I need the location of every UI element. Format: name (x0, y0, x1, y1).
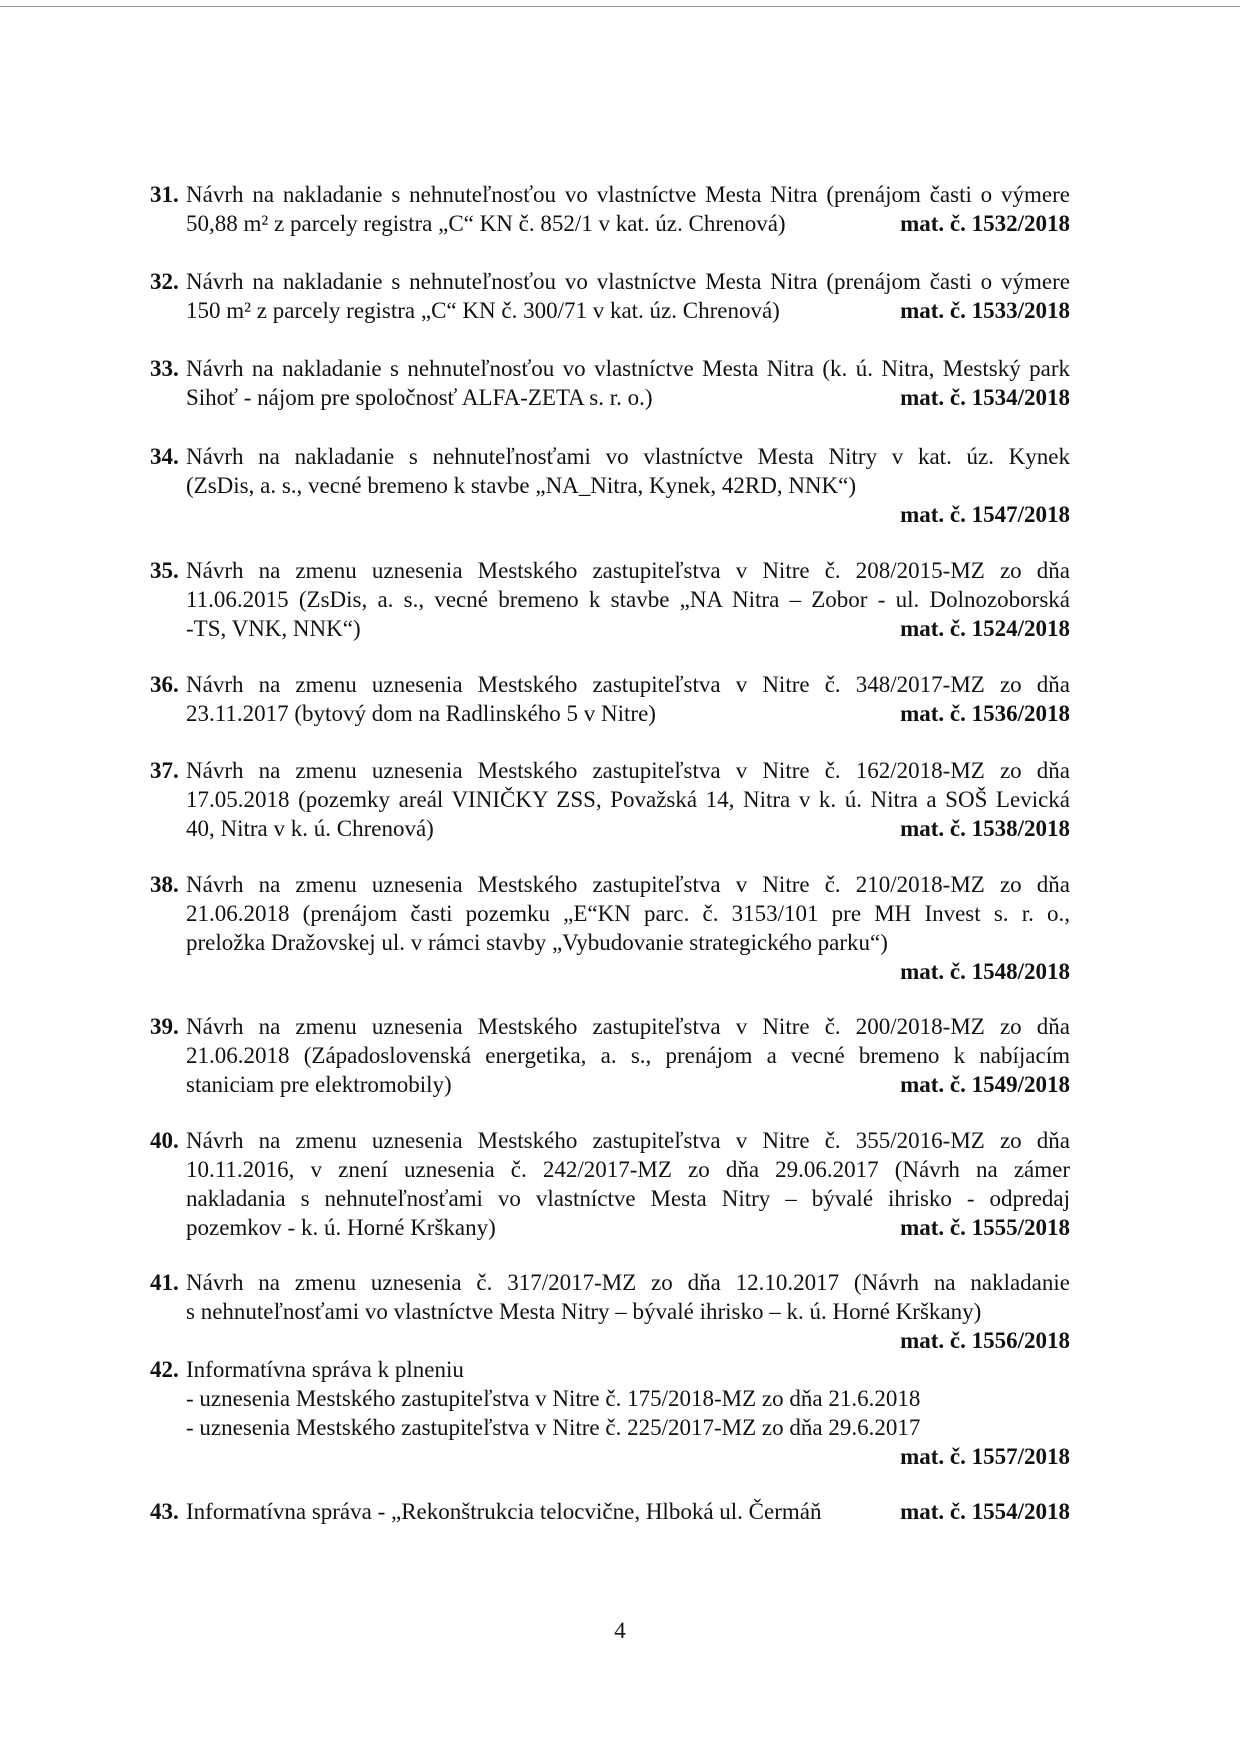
material-number: mat. č. 1556/2018 (900, 1328, 1070, 1353)
item-text-line: -TS, VNK, NNK“) (186, 616, 361, 641)
item-text-line: Návrh na zmenu uznesenia Mestského zastupiteľstva v Nitre č. 210/2018-MZ zo dňa (186, 872, 1070, 897)
item-number: 34. (150, 444, 179, 469)
material-number: mat. č. 1554/2018 (900, 1499, 1070, 1524)
item-text-line: Návrh na zmenu uznesenia č. 317/2017-MZ zo dňa 12.10.2017 (Návrh na nakladanie (186, 1270, 1070, 1295)
item-text-line: pozemkov - k. ú. Horné Krškany) (186, 1215, 496, 1240)
page-number: 4 (614, 1618, 626, 1643)
material-number: mat. č. 1557/2018 (900, 1444, 1070, 1469)
item-number: 41. (150, 1270, 179, 1295)
item-text-line: 21.06.2018 (Západoslovenská energetika, a. s., prenájom a vecné bremeno k nabíjacím (186, 1043, 1070, 1068)
item-text-line: 23.11.2017 (bytový dom na Radlinského 5 v Nitre) (186, 701, 656, 726)
material-number: mat. č. 1536/2018 (900, 701, 1070, 726)
top-border-line (0, 6, 1240, 7)
item-text-line: staniciam pre elektromobily) (186, 1072, 452, 1097)
item-text-line: Návrh na nakladanie s nehnuteľnosťami vo vlastníctve Mesta Nitry v kat. úz. Kynek (186, 444, 1070, 469)
item-text-line: Návrh na zmenu uznesenia Mestského zastupiteľstva v Nitre č. 162/2018-MZ zo dňa (186, 758, 1070, 783)
item-number: 33. (150, 356, 179, 381)
item-text-line: 50,88 m² z parcely registra „C“ KN č. 852/1 v kat. úz. Chrenová) (186, 211, 786, 236)
item-text-line: Informatívna správa k plneniu (186, 1357, 464, 1382)
item-text-line: 21.06.2018 (prenájom časti pozemku „E“KN parc. č. 3153/101 pre MH Invest s. r. o., (186, 901, 1070, 926)
item-number: 31. (150, 182, 179, 207)
material-number: mat. č. 1524/2018 (900, 616, 1070, 641)
material-number: mat. č. 1555/2018 (900, 1215, 1070, 1240)
item-text-line: Návrh na zmenu uznesenia Mestského zastupiteľstva v Nitre č. 355/2016-MZ zo dňa (186, 1128, 1070, 1153)
material-number: mat. č. 1548/2018 (900, 959, 1070, 984)
material-number: mat. č. 1547/2018 (900, 502, 1070, 527)
item-number: 35. (150, 558, 179, 583)
item-number: 36. (150, 672, 179, 697)
item-number: 43. (150, 1499, 179, 1524)
item-text-line: Návrh na zmenu uznesenia Mestského zastupiteľstva v Nitre č. 208/2015-MZ zo dňa (186, 558, 1070, 583)
item-number: 42. (150, 1357, 179, 1382)
item-number: 32. (150, 269, 179, 294)
material-number: mat. č. 1549/2018 (900, 1072, 1070, 1097)
item-text-line: s nehnuteľnosťami vo vlastníctve Mesta Nitry – bývalé ihrisko – k. ú. Horné Krškany) (186, 1299, 982, 1324)
item-text-line: Návrh na zmenu uznesenia Mestského zastupiteľstva v Nitre č. 200/2018-MZ zo dňa (186, 1014, 1070, 1039)
item-text-line: Návrh na nakladanie s nehnuteľnosťou vo vlastníctve Mesta Nitra (k. ú. Nitra, Mestský park (186, 356, 1070, 381)
item-text-line: 11.06.2015 (ZsDis, a. s., vecné bremeno k stavbe „NA Nitra – Zobor - ul. Dolnozoborská (186, 587, 1070, 612)
item-text-line: Návrh na zmenu uznesenia Mestského zastupiteľstva v Nitre č. 348/2017-MZ zo dňa (186, 672, 1070, 697)
item-text-line: 40, Nitra v k. ú. Chrenová) (186, 816, 434, 841)
item-number: 40. (150, 1128, 179, 1153)
material-number: mat. č. 1534/2018 (900, 385, 1070, 410)
material-number: mat. č. 1532/2018 (900, 211, 1070, 236)
item-number: 39. (150, 1014, 179, 1039)
item-text-line: nakladania s nehnuteľnosťami vo vlastníctve Mesta Nitry – bývalé ihrisko - odpredaj (186, 1186, 1070, 1211)
material-number: mat. č. 1538/2018 (900, 816, 1070, 841)
item-text-line: Návrh na nakladanie s nehnuteľnosťou vo vlastníctve Mesta Nitra (prenájom časti o výmere (186, 269, 1070, 294)
item-text-line: preložka Dražovskej ul. v rámci stavby „Vybudovanie strategického parku“) (186, 930, 888, 955)
item-number: 38. (150, 872, 179, 897)
item-text-line: 150 m² z parcely registra „C“ KN č. 300/71 v kat. úz. Chrenová) (186, 298, 780, 323)
material-number: mat. č. 1533/2018 (900, 298, 1070, 323)
item-text-line: Sihoť - nájom pre spoločnosť ALFA-ZETA s. r. o.) (186, 385, 653, 410)
item-text-line: 10.11.2016, v znení uznesenia č. 242/2017-MZ zo dňa 29.06.2017 (Návrh na zámer (186, 1157, 1070, 1182)
item-subline: - uznesenia Mestského zastupiteľstva v Nitre č. 175/2018-MZ zo dňa 21.6.2018 (186, 1386, 921, 1411)
item-number: 37. (150, 758, 179, 783)
item-subline: - uznesenia Mestského zastupiteľstva v Nitre č. 225/2017-MZ zo dňa 29.6.2017 (186, 1415, 921, 1440)
item-text-line: Návrh na nakladanie s nehnuteľnosťou vo vlastníctve Mesta Nitra (prenájom časti o výmere (186, 182, 1070, 207)
item-text-line: 17.05.2018 (pozemky areál VINIČKY ZSS, Považská 14, Nitra v k. ú. Nitra a SOŠ Levická (186, 787, 1070, 812)
item-text-line: Informatívna správa - „Rekonštrukcia telocvične, Hlboká ul. Čermáň (186, 1499, 822, 1524)
item-text-line: (ZsDis, a. s., vecné bremeno k stavbe „NA_Nitra, Kynek, 42RD, NNK“) (186, 473, 857, 498)
